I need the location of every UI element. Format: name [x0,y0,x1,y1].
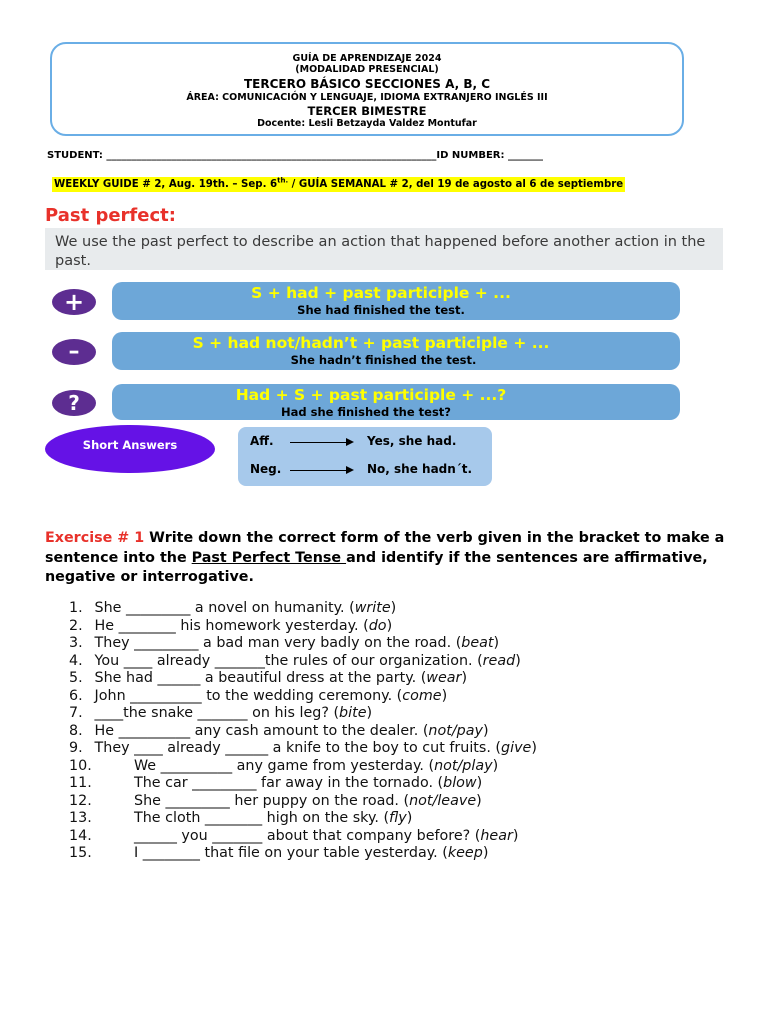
header-modality: (MODALIDAD PRESENCIAL) [295,64,439,75]
weekly-part2: / GUÍA SEMANAL # 2, del 19 de agosto al 6 de septiembre [288,179,624,190]
exercise-number: Exercise # 1 [45,530,145,546]
item-text: The cloth ________ high on the sky. ( [134,810,390,826]
item-end: ) [482,845,489,861]
item-end: ) [390,600,397,616]
item-text: John __________ to the wedding ceremony. ( [94,687,403,704]
list-item [69,618,537,636]
item-number: 15. [69,845,92,861]
negative-example: She hadn’t finished the test. [290,353,477,367]
weekly-guide-banner [52,177,625,192]
negative-formula: S + had not/hadn’t + past participle + ... [192,334,550,352]
item-text: She _________ her puppy on the road. ( [134,792,410,809]
section-title: Past perfect: [45,205,176,226]
item-text: They ____ already ______ a knife to the boy to cut fruits. ( [94,740,502,756]
item-text: ______ you _______ about that company before? ( [134,827,481,844]
item-number: 2. [69,617,83,634]
item-number: 13. [69,810,92,826]
item-verb: beat [461,635,494,651]
arrow-right-icon [290,442,352,443]
interrogative-formula: Had + S + past participle + ...? [235,386,507,404]
list-item [69,775,537,793]
item-end: ) [461,670,468,686]
neg-label: Neg. [250,462,282,476]
list-item [69,810,537,828]
aff-answer: Yes, she had. [367,434,457,448]
item-number: 14. [69,827,92,844]
item-end: ) [476,792,482,809]
item-number: 6. [69,687,83,704]
list-item [69,600,537,618]
item-text: The car _________ far away in the tornado. ( [134,775,444,791]
item-end: ) [366,705,373,721]
item-number: 11. [69,775,92,791]
item-end: ) [512,827,519,844]
header-grade: TERCERO BÁSICO SECCIONES A, B, C [243,77,491,91]
plus-icon: + [52,289,96,315]
header-teacher: Docente: Lesli Betzayda Valdez Montufar [257,118,477,129]
neg-answer: No, she hadn´t. [367,462,473,476]
exercise-text-b: and identify if the sentences are affirmative, negative or interrogative. [45,549,708,585]
item-text: We __________ any game from yesterday. ( [134,757,435,774]
list-item [69,758,537,776]
item-number: 10. [69,757,92,774]
list-item [69,688,537,706]
aff-label: Aff. [250,434,274,448]
interrogative-rule [112,384,680,420]
item-end: ) [482,722,489,739]
item-verb: bite [339,705,367,721]
exercise-text-a: Write down the correct form of the verb given in the bracket to make a sentence into the [45,530,725,566]
item-end: ) [493,635,500,651]
item-verb: fly [389,810,407,826]
short-answers-label: Short Answers [45,425,215,473]
minus-icon: – [52,339,96,365]
weekly-part1: WEEKLY GUIDE # 2, Aug. 19th. – Sep. 6 [54,179,278,190]
item-end: ) [406,810,413,826]
item-verb: come [402,687,442,704]
interrogative-example: Had she finished the test? [281,405,451,419]
list-item [69,705,537,723]
item-end: ) [476,775,483,791]
student-id-line: STUDENT: __________________________________________________________________ID NUMBER: _______ [47,150,543,161]
item-verb: give [501,740,532,756]
item-text: She _________ a novel on humanity. ( [94,600,355,616]
list-item [69,653,537,671]
affirmative-rule [112,282,680,320]
list-item [69,828,537,846]
section-description: We use the past perfect to describe an action that happened before another action in the past. [45,228,723,270]
item-text: He ________ his homework yesterday. ( [94,617,369,634]
item-number: 5. [69,670,83,686]
item-text: They _________ a bad man very badly on the road. ( [94,635,462,651]
header-guide-title: GUÍA DE APRENDIZAJE 2024 [292,53,442,64]
item-verb: read [482,652,516,669]
item-verb: blow [443,775,477,791]
item-verb: keep [447,845,483,861]
exercise-items [69,600,537,863]
list-item [69,670,537,688]
item-verb: not/leave [409,792,477,809]
weekly-sup: th. [277,176,289,185]
affirmative-example: She had finished the test. [297,303,465,317]
item-number: 8. [69,722,83,739]
list-item [69,793,537,811]
item-text: ____the snake _______ on his leg? ( [94,705,340,721]
header-term: TERCER BIMESTRE [307,104,427,118]
item-number: 9. [69,740,83,756]
item-verb: not/play [434,757,493,774]
item-number: 1. [69,600,83,616]
item-end: ) [515,652,521,669]
item-verb: write [354,600,391,616]
list-item [69,723,537,741]
item-text: I ________ that file on your table yesterday. ( [134,845,448,861]
item-number: 4. [69,652,83,669]
document-header [50,42,684,136]
item-verb: hear [480,827,513,844]
arrow-right-icon [290,470,352,471]
list-item [69,740,537,758]
item-end: ) [441,687,448,704]
negative-rule [112,332,680,370]
item-text: He __________ any cash amount to the dealer. ( [94,722,429,739]
item-number: 12. [69,792,92,809]
item-number: 7. [69,705,83,721]
item-text: You ____ already _______the rules of our organization. ( [94,652,483,669]
item-end: ) [531,740,537,756]
item-text: She had ______ a beautiful dress at the party. ( [94,670,427,686]
header-area: ÁREA: COMUNICACIÓN Y LENGUAJE, IDIOMA EXTRANJERO INGLÉS III [186,92,548,103]
exercise-tense: Past Perfect Tense [191,549,347,566]
item-verb: wear [426,670,462,686]
short-answers-box [238,427,492,486]
exercise-instructions [45,529,735,588]
item-number: 3. [69,635,83,651]
item-verb: not/pay [428,722,483,739]
item-verb: do [368,617,387,634]
question-icon: ? [52,390,96,416]
item-end: ) [386,617,393,634]
list-item [69,635,537,653]
affirmative-formula: S + had + past participle + ... [251,284,511,302]
list-item [69,845,537,863]
item-end: ) [492,757,499,774]
